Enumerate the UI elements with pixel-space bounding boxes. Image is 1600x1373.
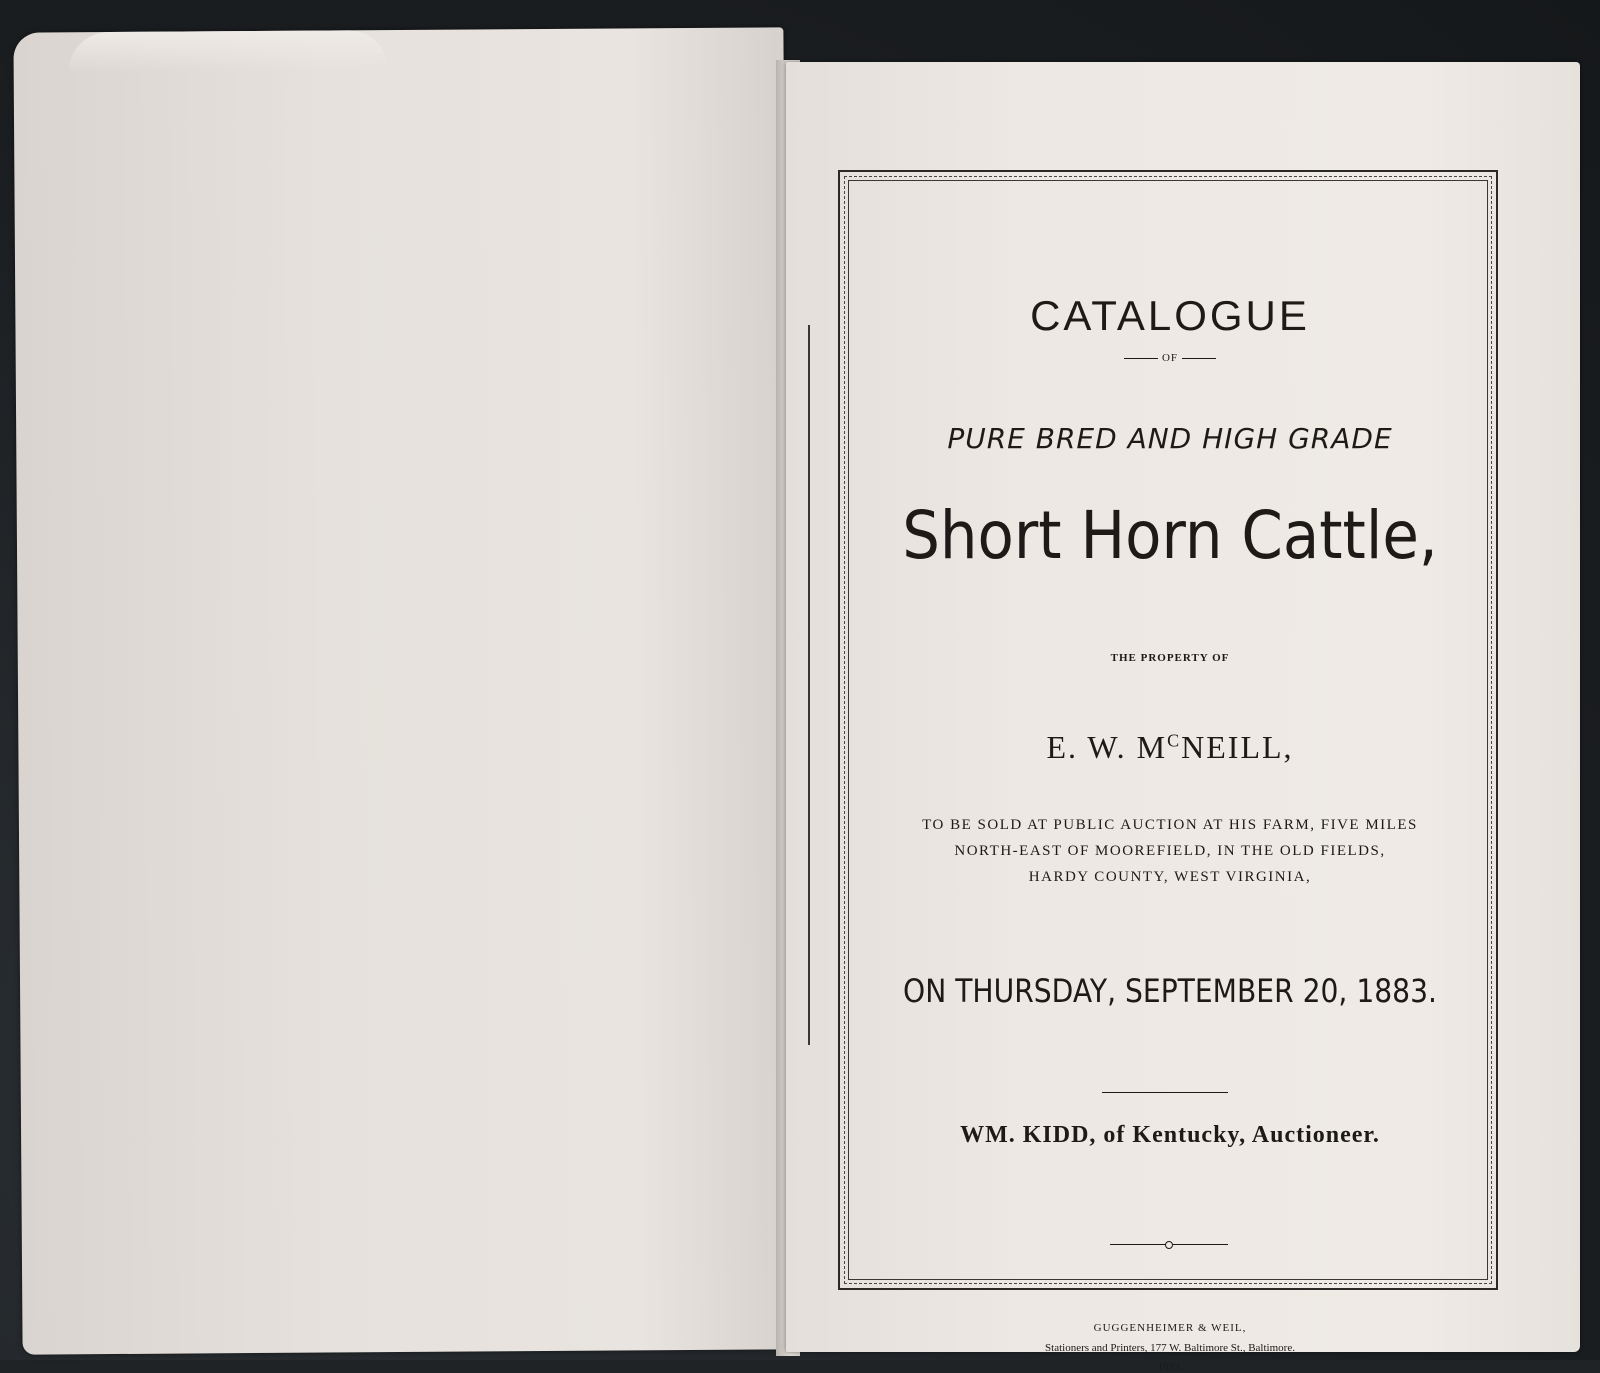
auction-line-2: NORTH-EAST OF MOOREFIELD, IN THE OLD FIELDS,	[954, 843, 1386, 859]
owner-surname: NEILL,	[1181, 729, 1294, 765]
catalogue-heading: CATALOGUE	[1030, 292, 1310, 339]
owner-name	[840, 729, 1500, 766]
page-corner-curl	[68, 30, 388, 72]
ornament-rule	[1110, 1244, 1228, 1245]
separator-dash-right	[1182, 358, 1216, 359]
divider-rule	[1102, 1092, 1228, 1093]
ornamental-border	[838, 170, 1498, 1373]
auction-line-1: TO BE SOLD AT PUBLIC AUCTION AT HIS FARM, FIVE MILES	[922, 817, 1418, 833]
auction-details	[840, 812, 1500, 890]
main-title: Short Horn Cattle,	[902, 497, 1438, 574]
auction-line-3: HARDY COUNTY, WEST VIRGINIA,	[1028, 869, 1312, 885]
printer-name: GUGGENHEIMER & WEIL,	[1093, 1322, 1247, 1334]
subtitle: PURE BRED AND HIGH GRADE	[947, 422, 1393, 455]
sale-date: ON THURSDAY, SEPTEMBER 20, 1883.	[903, 972, 1437, 1010]
separator-dash-left	[1124, 358, 1158, 359]
title-page	[786, 62, 1580, 1373]
auctioneer-line: WM. KIDD, of Kentucky, Auctioneer.	[960, 1122, 1380, 1148]
of-separator	[840, 352, 1500, 364]
of-word: OF	[1161, 352, 1179, 364]
title-page-content	[840, 172, 1500, 1373]
property-of-label: THE PROPERTY OF	[1110, 652, 1230, 664]
printer-address: Stationers and Printers, 177 W. Baltimore St., Baltimore.	[1045, 1342, 1295, 1354]
printer-year: 1883.	[1157, 1361, 1183, 1373]
ornament-dot	[1165, 1241, 1173, 1249]
owner-superscript: C	[1167, 730, 1182, 751]
owner-initials: E. W. M	[1046, 729, 1168, 765]
binding-stitch	[808, 325, 810, 1045]
left-blank-page	[13, 27, 792, 1354]
